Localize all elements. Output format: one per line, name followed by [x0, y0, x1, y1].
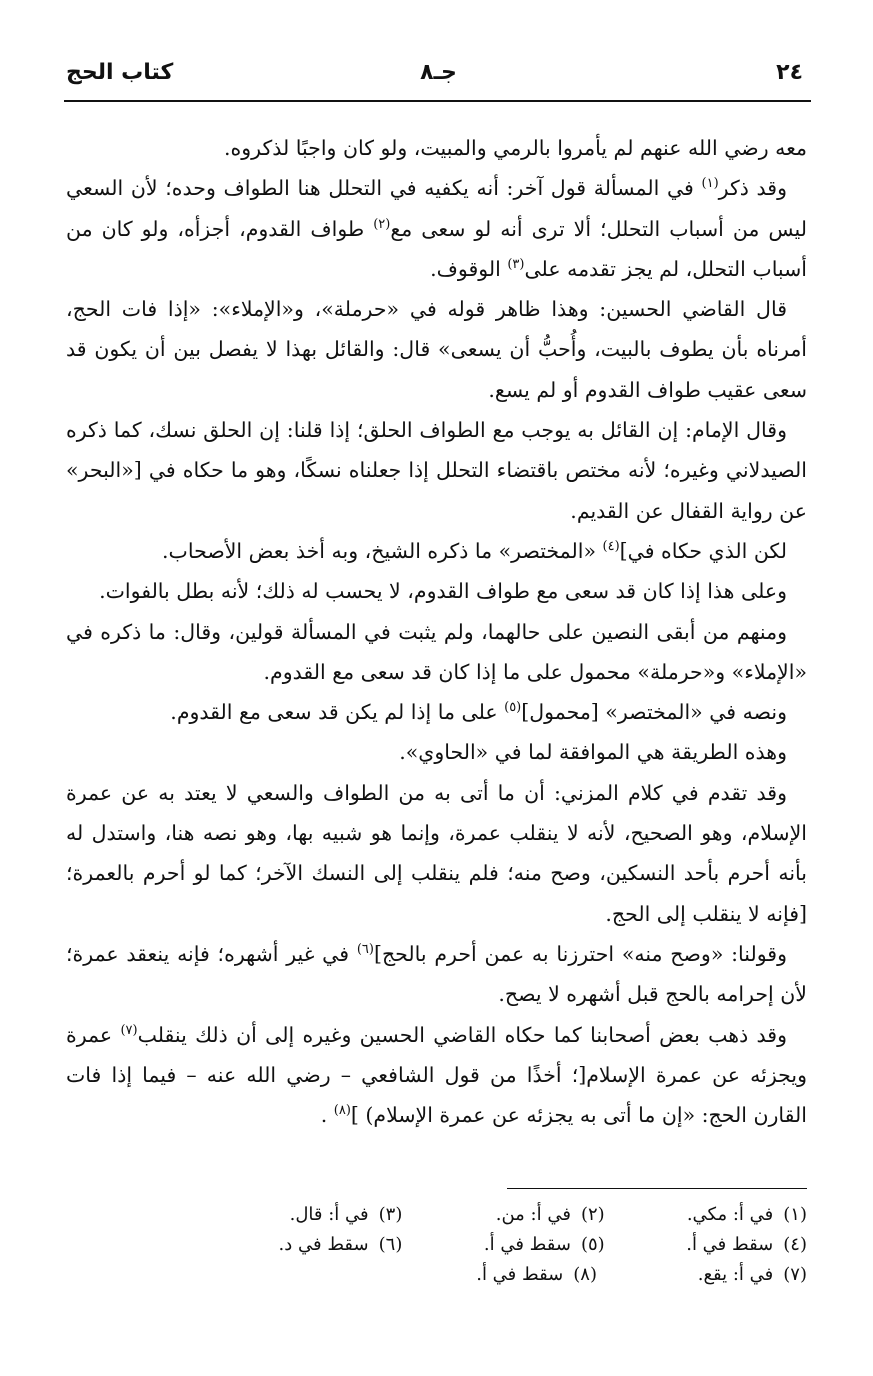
text-run: وقد تقدم في كلام المزني: أن ما أتى به من الطواف والسعي لا يعتد به عن عمرة الإسلام، وهو الصحيح، لأنه لا ينقلب عمرة، وإنما هو شبيه بها، وهو نصه هنا، واستدل له بأنه أحرم بأحد النسكين، وصح منه؛ فلم ينقلب إلى النسك الآخر؛ كما لو أحرم بالعمرة؛ [فإنه لا ينقلب إلى الحج.	[66, 780, 807, 926]
paragraph	[66, 773, 807, 934]
text-run: الوقوف.	[430, 256, 508, 281]
text-run: وقد ذهب بعض أصحابنا كما حكاه القاضي الحسين وغيره إلى أن ذلك ينقلب	[137, 1022, 788, 1047]
volume-label: جـ٨	[420, 60, 457, 85]
page-number: ٢٤	[776, 60, 803, 85]
footnote-reference: (٣)	[507, 257, 525, 273]
paragraph	[66, 571, 807, 611]
text-run: وهذه الطريقة هي الموافقة لما في «الحاوي».	[399, 740, 787, 765]
footnote-row	[200, 1230, 807, 1260]
footnote-reference: (٥)	[504, 700, 522, 716]
footnote-number: (٧)	[783, 1264, 807, 1285]
footnote-divider	[507, 1188, 807, 1189]
footnote-number: (٨)	[573, 1264, 597, 1285]
text-run: لكن الذي حكاه في]	[619, 538, 787, 563]
footnote-text: في أ: من.	[495, 1204, 571, 1225]
text-run: «المختصر» ما ذكره الشيخ، وبه أخذ بعض الأصحاب.	[162, 538, 603, 563]
text-run: وقولنا: «وصح منه» احترزنا به عمن أحرم بالحج]	[373, 941, 787, 966]
paragraph	[66, 692, 807, 732]
paragraph	[66, 531, 807, 571]
paragraph	[66, 410, 807, 531]
footnote-number: (٥)	[580, 1234, 605, 1255]
footnote	[200, 1200, 402, 1230]
footnote	[402, 1230, 604, 1260]
footnote-reference: (٢)	[373, 216, 391, 232]
footnote	[387, 1260, 597, 1290]
text-run: ومنهم من أبقى النصين على حالهما، ولم يثبت في المسألة قولين، وقال: ما ذكره في «الإملاء» و«حرملة» محمول على ما إذا كان قد سعى مع القدوم.	[66, 619, 807, 684]
paragraph	[66, 128, 807, 168]
footnote-number: (٣)	[378, 1204, 403, 1225]
paragraph	[66, 612, 807, 693]
paragraph	[66, 1015, 807, 1136]
footnote-number: (٤)	[783, 1234, 807, 1255]
page-header	[66, 56, 811, 96]
text-run: على ما إذا لم يكن قد سعى مع القدوم.	[170, 700, 505, 725]
footnote	[605, 1200, 807, 1230]
footnote-reference: (٧)	[120, 1022, 138, 1038]
paragraph	[66, 934, 807, 1015]
footnote	[200, 1230, 402, 1260]
footnotes	[200, 1200, 807, 1290]
footnote-text: في أ: يقع.	[697, 1264, 774, 1285]
book-title: كتاب الحج	[66, 60, 174, 85]
text-run: .	[320, 1103, 334, 1128]
footnote-number: (١)	[783, 1204, 807, 1225]
text-run: وقد ذكر	[718, 176, 787, 201]
footnote-number: (٦)	[378, 1234, 403, 1255]
footnote-text: في أ: مكي.	[686, 1204, 774, 1225]
footnote	[402, 1200, 604, 1230]
footnote-reference: (٦)	[356, 942, 374, 958]
paragraph	[66, 289, 807, 410]
footnote-reference: (٤)	[602, 539, 620, 555]
footnote-text: سقط في أ.	[483, 1234, 571, 1255]
text-run: قال القاضي الحسين: وهذا ظاهر قوله في «حرملة»، و«الإملاء»: «إذا فات الحج، أمرناه بأن يطوف بالبيت، وأُحبُّ أن يسعى» قال: والقائل بهذا لا يفصل بين أن يكون قد سعى عقيب طواف القدوم أو لم يسع.	[66, 297, 807, 402]
footnote-reference: (٨)	[333, 1103, 351, 1119]
text-run: معه رضي الله عنهم لم يأمروا بالرمي والمبيت، ولو كان واجبًا لذكروه.	[223, 136, 807, 160]
text-run: في غير أشهره؛ فإنه ينعقد عمرة؛ لأن إحرامه بالحج قبل أشهره لا يصح.	[66, 941, 807, 1007]
footnote-text: في أ: قال.	[289, 1204, 369, 1225]
footnote-reference: (١)	[701, 176, 719, 192]
paragraph	[66, 168, 807, 289]
footnote-row	[200, 1200, 807, 1230]
footnote	[605, 1230, 807, 1260]
text-run: وعلى هذا إذا كان قد سعى مع طواف القدوم، لا يحسب له ذلك؛ لأنه بطل بالفوات.	[99, 579, 787, 604]
text-run: ونصه في «المختصر» [محمول]	[521, 700, 787, 725]
text-run: عمرة ويجزئه عن عمرة الإسلام[؛ أخذًا من قول الشافعي – رضي الله عنه – فيما إذا فات القارن الحج: «إن ما أتى به يجزئه عن عمرة الإسلام) ]	[66, 1022, 807, 1128]
text-run: طواف القدوم، أجزأه، ولو كان من أسباب التحلل، لم يجز تقدمه على	[66, 216, 807, 281]
footnote-text: سقط في أ.	[686, 1234, 774, 1255]
main-text	[66, 128, 807, 1135]
footnote-text: سقط في د.	[278, 1234, 369, 1255]
footnote-row	[200, 1260, 807, 1290]
paragraph	[66, 732, 807, 772]
footnote	[597, 1260, 807, 1290]
footnote-text: سقط في أ.	[476, 1264, 564, 1285]
footnote-number: (٢)	[580, 1204, 605, 1225]
text-run: وقال الإمام: إن القائل به يوجب مع الطواف الحلق؛ إذا قلنا: إن الحلق نسك، كما ذكره الصيدلاني وغيره؛ لأنه مختص باقتضاء التحلل إذا جعلناه نسكًا، وهو ما حكاه في [«البحر» عن رواية القفال عن القديم.	[66, 418, 807, 523]
text-run: في المسألة قول آخر: أنه يكفيه في التحلل هنا الطواف وحده؛ لأن السعي ليس من أسباب التحلل؛ ألا ترى أنه لو سعى مع	[66, 176, 807, 241]
header-divider	[64, 100, 811, 102]
